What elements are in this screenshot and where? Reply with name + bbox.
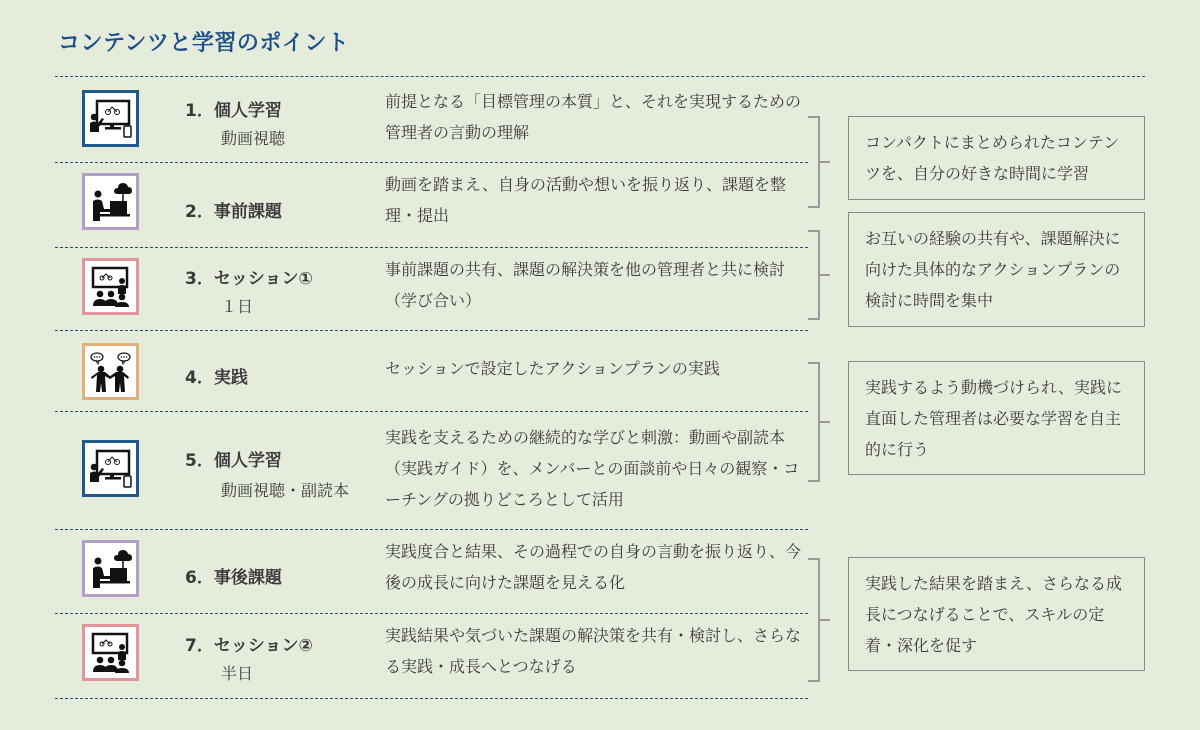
step-title: 2．事前課題: [185, 202, 282, 222]
bracket-4: [808, 558, 820, 682]
step-description: 実践度合と結果、その過程での自身の言動を振り返り、今後の成長に向けた課題を見える化: [385, 542, 802, 592]
summary-box-3: 実践するよう動機づけられ、実践に直面した管理者は必要な学習を自主的に行う: [848, 361, 1145, 475]
step-title: 6．事後課題: [185, 568, 282, 588]
step-subtitle: 動画視聴・副読本: [221, 481, 350, 500]
step-title: 1．個人学習: [185, 101, 282, 121]
video-lecture-icon: [82, 90, 139, 147]
bracket-tick-3: [820, 421, 830, 423]
step-subtitle: １日: [221, 297, 254, 316]
step-row-6: [55, 530, 808, 613]
step-description: 事前課題の共有、課題の解決策を他の管理者と共に検討（学び合い）: [385, 260, 786, 310]
step-row-2: [55, 163, 808, 247]
step-row-3: [55, 248, 808, 330]
summary-box-4: 実践した結果を踏まえ、さらなる成長につなげることで、スキルの定着・深化を促す: [848, 557, 1145, 671]
step-title: 7．セッション②: [185, 636, 313, 656]
step-title: 4．実践: [185, 368, 248, 388]
page-title: コンテンツと学習のポイント: [58, 31, 350, 56]
step-subtitle: 動画視聴: [221, 129, 286, 148]
summary-box-1: コンパクトにまとめられたコンテンツを、自分の好きな時間に学習: [848, 116, 1145, 200]
step-description: 実践結果や気づいた課題の解決策を共有・検討し、さらなる実践・成長へとつなげる: [385, 626, 802, 676]
step-row-4: [55, 331, 808, 411]
two-people-talking-icon: [82, 343, 139, 400]
desk-work-cloud-icon: [82, 540, 139, 597]
step-description: 動画を踏まえ、自身の活動や想いを振り返り、課題を整理・提出: [385, 175, 786, 225]
row-divider: [55, 698, 808, 699]
step-row-1: [55, 80, 808, 162]
bracket-tick-4: [820, 619, 830, 621]
step-subtitle: 半日: [221, 664, 254, 683]
step-description: 実践を支えるための継続的な学びと刺激：動画や副読本（実践ガイド）を、メンバーとの面談前や日々の観察・コーチングの拠りどころとして活用: [385, 428, 800, 509]
desk-work-cloud-icon: [82, 173, 139, 230]
group-session-icon: [82, 258, 139, 315]
step-title: 5．個人学習: [185, 451, 282, 471]
step-title: 3．セッション①: [185, 269, 313, 289]
step-description: セッションで設定したアクションプランの実践: [385, 359, 720, 378]
bracket-tick-1: [820, 161, 830, 163]
video-lecture-icon: [82, 440, 139, 497]
bracket-3: [808, 362, 820, 482]
bracket-tick-2: [820, 274, 830, 276]
step-row-5: [55, 412, 808, 529]
step-row-7: [55, 614, 808, 698]
bracket-1: [808, 116, 820, 208]
bracket-2: [808, 230, 820, 320]
step-description: 前提となる「目標管理の本質」と、それを実現するための管理者の言動の理解: [385, 92, 802, 142]
summary-box-2: お互いの経験の共有や、課題解決に向けた具体的なアクションプランの検討に時間を集中: [848, 212, 1145, 327]
top-divider: [55, 76, 1145, 77]
group-session-icon: [82, 624, 139, 681]
